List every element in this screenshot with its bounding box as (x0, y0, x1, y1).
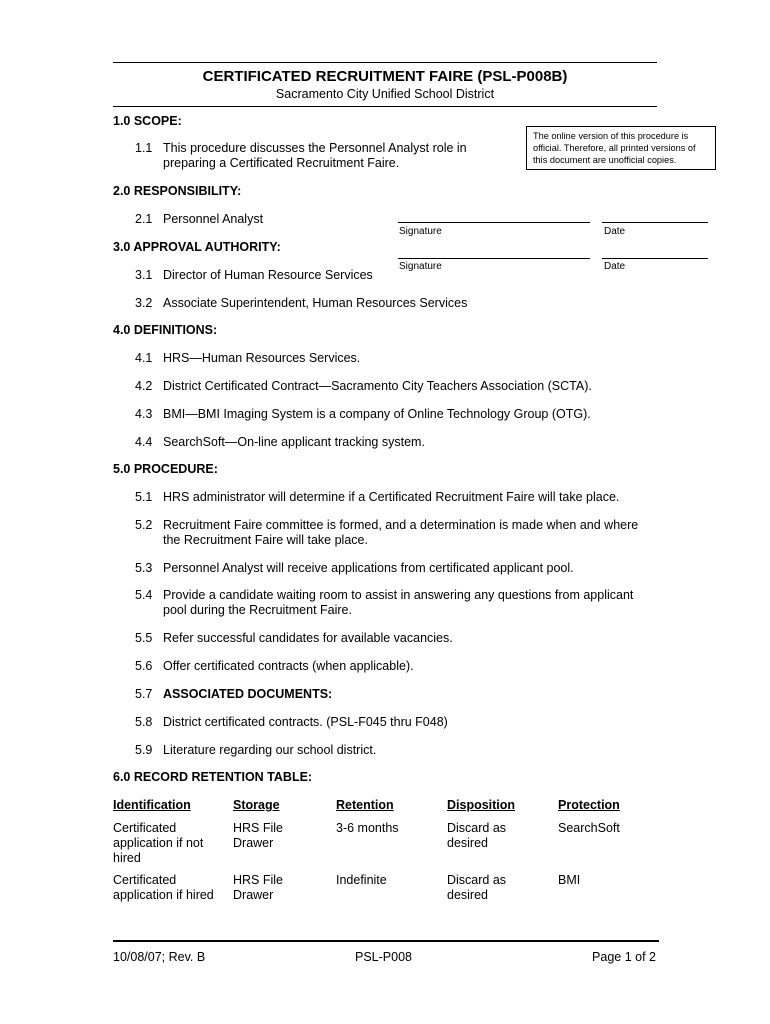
list-item (135, 296, 467, 310)
item-text: This procedure discusses the Personnel Analyst role in preparing a Certificated Recruitment Faire. (163, 141, 467, 170)
table-cell: Indefinite (336, 873, 387, 887)
list-item (135, 588, 650, 618)
list-item (135, 435, 425, 449)
item-number: 5.9 (135, 743, 153, 757)
table-cell: SearchSoft (558, 821, 620, 835)
list-item (135, 518, 650, 548)
list-item (135, 490, 619, 504)
column-header-disposition: Disposition (447, 798, 516, 812)
date-label: Date (604, 226, 626, 237)
item-text: District Certificated Contract—Sacramento City Teachers Association (SCTA). (163, 379, 592, 393)
section-heading-retention: 6.0 RECORD RETENTION TABLE: (113, 770, 313, 784)
column-header-protection: Protection (558, 798, 620, 812)
item-text: Offer certificated contracts (when applicable). (163, 659, 414, 673)
list-item (135, 715, 448, 729)
table-cell: 3-6 months (336, 821, 399, 835)
table-cell: Certificated application if hired (113, 873, 214, 902)
item-number: 5.3 (135, 561, 153, 575)
online-version-notice: The online version of this procedure is official. Therefore, all printed versions of this document are unofficial copies. (526, 126, 716, 170)
item-text: Literature regarding our school district. (163, 743, 377, 757)
signature-line-1 (398, 222, 590, 223)
item-text: Personnel Analyst (163, 212, 264, 226)
item-text: Associate Superintendent, Human Resources Services (163, 296, 468, 310)
list-item (135, 631, 453, 645)
item-number: 5.1 (135, 490, 153, 504)
item-text: HRS administrator will determine if a Certificated Recruitment Faire will take place. (163, 490, 620, 504)
section-heading-approval: 3.0 APPROVAL AUTHORITY: (113, 240, 281, 254)
item-number: 1.1 (135, 141, 153, 155)
item-number: 4.1 (135, 351, 153, 365)
item-number: 5.2 (135, 518, 153, 532)
footer-date-revision: 10/08/07; Rev. B (113, 950, 206, 964)
table-cell: HRS File Drawer (233, 821, 284, 850)
date-label: Date (604, 261, 626, 272)
date-line-2 (602, 258, 708, 259)
column-header-storage: Storage (233, 798, 280, 812)
item-text: SearchSoft—On-line applicant tracking system. (163, 435, 425, 449)
list-item (135, 743, 376, 757)
list-item (135, 351, 360, 365)
item-text: District certificated contracts. (PSL-F045 thru F048) (163, 715, 448, 729)
date-line-1 (602, 222, 708, 223)
list-item (135, 379, 592, 393)
item-text: Recruitment Faire committee is formed, and a determination is made when and where the Recruitment Faire will take place. (163, 518, 639, 547)
item-number: 5.4 (135, 588, 153, 602)
signature-label: Signature (399, 226, 442, 237)
table-cell: Certificated application if not hired (113, 821, 204, 865)
item-number: 5.6 (135, 659, 153, 673)
item-text: Provide a candidate waiting room to assist in answering any questions from applicant pool during the Recruitment Faire. (163, 588, 634, 617)
table-cell: BMI (558, 873, 581, 887)
item-text: HRS—Human Resources Services. (163, 351, 361, 365)
table-cell: Discard as desired (447, 873, 507, 902)
list-item (135, 212, 263, 226)
section-heading-scope: 1.0 SCOPE: (113, 114, 182, 128)
item-text: Personnel Analyst will receive applications from certificated applicant pool. (163, 561, 574, 575)
item-number: 5.5 (135, 631, 153, 645)
item-number: 4.2 (135, 379, 153, 393)
item-number: 5.8 (135, 715, 153, 729)
item-text: BMI—BMI Imaging System is a company of Online Technology Group (OTG). (163, 407, 591, 421)
footer-rule (113, 940, 659, 942)
top-rule (113, 62, 657, 63)
item-text: ASSOCIATED DOCUMENTS: (163, 687, 333, 701)
table-cell: Discard as desired (447, 821, 507, 850)
list-item (135, 659, 414, 673)
list-item (135, 561, 574, 575)
column-header-retention: Retention (336, 798, 394, 812)
item-number: 4.4 (135, 435, 153, 449)
list-item (135, 407, 591, 421)
signature-label: Signature (399, 261, 442, 272)
header-rule (113, 106, 657, 107)
item-text: Refer successful candidates for available vacancies. (163, 631, 453, 645)
signature-line-2 (398, 258, 590, 259)
column-header-identification: Identification (113, 798, 191, 812)
document-title: CERTIFICATED RECRUITMENT FAIRE (PSL-P008B) (202, 68, 568, 85)
item-number: 3.1 (135, 268, 153, 282)
item-number: 5.7 (135, 687, 153, 701)
section-heading-procedure: 5.0 PROCEDURE: (113, 462, 218, 476)
list-item (135, 141, 505, 171)
section-heading-responsibility: 2.0 RESPONSIBILITY: (113, 184, 242, 198)
section-heading-definitions: 4.0 DEFINITIONS: (113, 323, 218, 337)
document-subtitle: Sacramento City Unified School District (275, 87, 495, 101)
table-cell: HRS File Drawer (233, 873, 284, 902)
footer-document-id: PSL-P008 (355, 950, 412, 964)
item-text: Director of Human Resource Services (163, 268, 373, 282)
footer-page-number: Page 1 of 2 (592, 950, 656, 964)
list-item (135, 687, 332, 701)
item-number: 4.3 (135, 407, 153, 421)
list-item (135, 268, 373, 282)
item-number: 3.2 (135, 296, 153, 310)
item-number: 2.1 (135, 212, 153, 226)
